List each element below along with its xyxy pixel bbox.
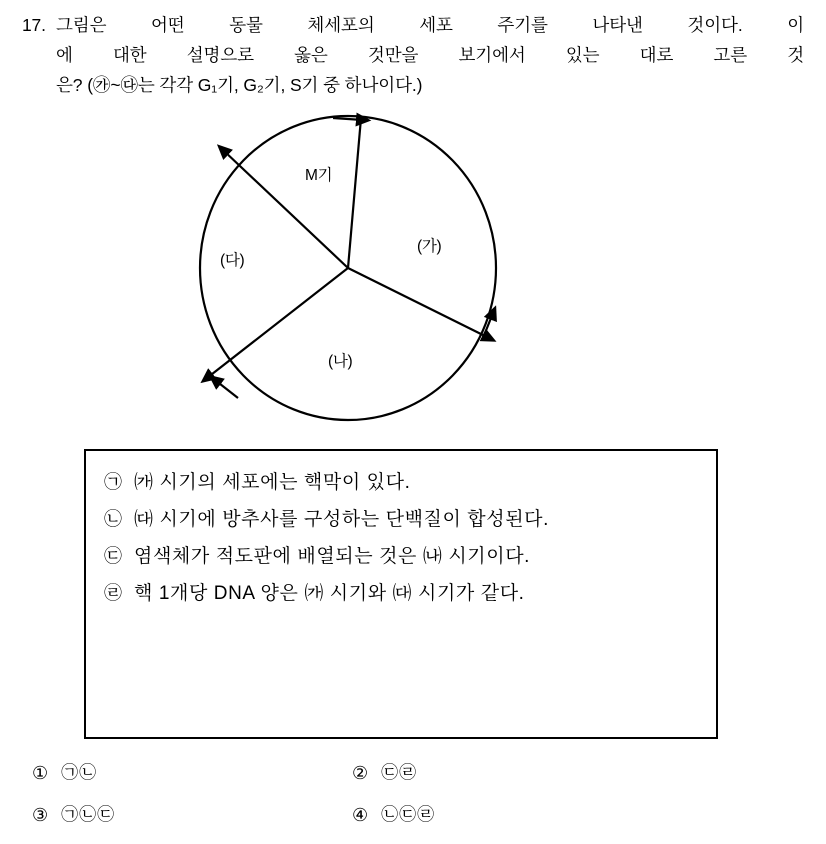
- cell-cycle-svg: [183, 108, 513, 428]
- choice-marker-1: ㉠: [104, 472, 123, 492]
- divider-ga-na: [348, 268, 489, 338]
- cell-cycle-figure: [183, 108, 513, 428]
- cycle-arrow-bottom-left: [215, 380, 238, 398]
- answer-value-2: ㉢㉣: [381, 763, 418, 782]
- answer-value-3: ㉠㉡㉢: [61, 805, 116, 824]
- label-na-phase: (나): [328, 353, 353, 370]
- answer-value-1: ㉠㉡: [61, 763, 98, 782]
- answer-number-2: ②: [352, 763, 369, 783]
- label-m-phase: M기: [305, 167, 333, 184]
- question-line-3: 은? (㉮~㉰는 각각 G₁기, G₂기, S기 중 하나이다.): [56, 75, 423, 95]
- answer-option-4[interactable]: [352, 802, 435, 828]
- choice-text-3: 염색체가 적도판에 배열되는 것은 ㈏ 시기이다.: [134, 546, 531, 567]
- choice-item-4: [104, 576, 698, 611]
- divider-da-na: [207, 268, 348, 378]
- question-line-1: 그림은 어떤 동물 체세포의 세포 주기를 나타낸 것이다. 이: [56, 15, 804, 35]
- choice-item-3: [104, 539, 698, 574]
- choice-text-1: ㈎ 시기의 세포에는 핵막이 있다.: [134, 472, 411, 493]
- choice-text-4: 핵 1개당 DNA 양은 ㈎ 시기와 ㈐ 시기가 같다.: [134, 583, 525, 604]
- choice-marker-2: ㉡: [104, 509, 123, 529]
- divider-m-ga: [348, 118, 361, 268]
- label-ga-phase: (가): [417, 238, 442, 255]
- question-stem: [22, 10, 804, 100]
- answer-number-3: ③: [32, 805, 49, 825]
- question-line-2: 에 대한 설명으로 옳은 것만을 보기에서 있는 대로 고른 것: [56, 45, 804, 65]
- answer-options: [32, 760, 732, 844]
- answer-option-3[interactable]: [32, 802, 352, 828]
- choices-box: [84, 449, 718, 739]
- answer-option-2[interactable]: [352, 760, 417, 786]
- answer-option-1[interactable]: [32, 760, 352, 786]
- answer-row-1: [32, 760, 732, 786]
- choice-item-2: [104, 502, 698, 537]
- choice-text-2: ㈐ 시기에 방추사를 구성하는 단백질이 합성된다.: [134, 509, 549, 530]
- question-number: 17.: [22, 15, 46, 35]
- answer-number-1: ①: [32, 763, 49, 783]
- choice-marker-4: ㉣: [104, 583, 123, 603]
- question-text: [56, 10, 804, 100]
- label-da-phase: (다): [220, 252, 245, 269]
- answer-number-4: ④: [352, 805, 369, 825]
- choice-marker-3: ㉢: [104, 546, 123, 566]
- choice-item-1: [104, 465, 698, 500]
- answer-row-2: [32, 802, 732, 828]
- cycle-arrow-top: [333, 118, 363, 120]
- answer-value-4: ㉡㉢㉣: [381, 805, 436, 824]
